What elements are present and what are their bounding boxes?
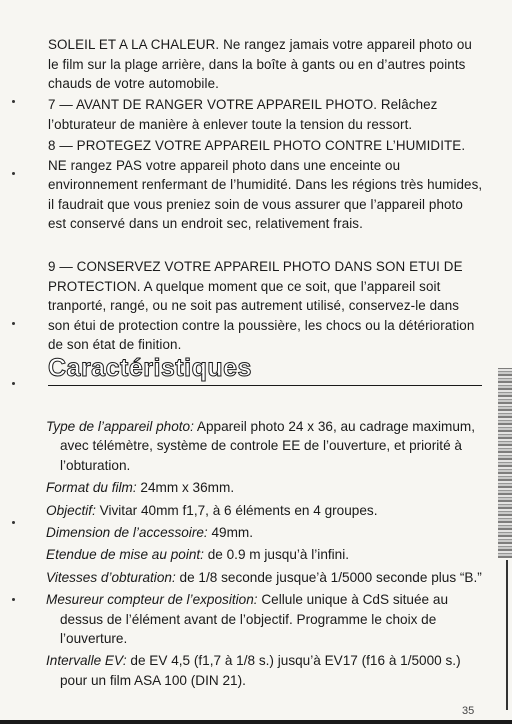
scan-edge-texture: [498, 368, 512, 558]
spec-item: [46, 651, 486, 690]
spec-label: Mesureur compteur de l’exposition:: [46, 592, 258, 608]
paragraph-soleil: [48, 35, 484, 94]
spec-label: Type de l’appareil photo:: [46, 419, 194, 434]
spec-item: [46, 590, 486, 648]
spec-label: Etendue de mise au point:: [46, 547, 204, 563]
scan-edge-line: [506, 560, 508, 710]
paragraph-humidite: [48, 136, 484, 234]
page-number: 35: [462, 705, 475, 717]
spec-value: 24mm x 36mm.: [136, 480, 235, 496]
bottom-border: [0, 720, 512, 724]
spec-item: [46, 417, 486, 475]
spec-item: [46, 545, 486, 564]
margin-mark: [12, 598, 15, 601]
spec-list: [46, 417, 486, 693]
margin-mark: [12, 382, 15, 385]
spec-item: [46, 568, 486, 587]
spec-label: Vitesses d’obturation:: [46, 569, 176, 585]
paragraph-etui: [48, 257, 484, 355]
spec-value: de 1/8 seconde jusque’à 1/5000 seconde plus “B.”: [175, 569, 482, 585]
margin-mark: [12, 322, 15, 325]
spec-value: 49mm.: [207, 525, 254, 541]
spec-item: [46, 523, 486, 542]
spec-value: Appareil photo 24 x 36, au cadrage maximum, avec télémètre, système de controle EE de l’ouverture, et priorité à l’obturation.: [60, 419, 475, 473]
spec-label: Dimension de l’accessoire:: [46, 525, 208, 541]
spec-value: Vivitar 40mm f1,7, à 6 éléments en 4 groupes.: [95, 502, 378, 518]
spec-value: de EV 4,5 (f1,7 à 1/8 s.) jusqu’à EV17 (f16 à 1/5000 s.) pour un film ASA 100 (DIN 21).: [60, 653, 461, 688]
paragraph-text: 8 — PROTEGEZ VOTRE APPAREIL PHOTO CONTRE L’HUMIDITE. NE rangez PAS votre appareil photo dans une enceinte ou environnement renfermant de l’humidité. Dans les régions très humides, il faudrait que vous preniez soin de vous assurer que l’appareil photo est conservé dans un endroit sec, relativement frais.: [48, 138, 483, 232]
paragraph-text: 9 — CONSERVEZ VOTRE APPAREIL PHOTO DANS SON ETUI DE PROTECTION. A quelque moment que ce soit, que l’appareil soit tranporté, rangé, ou ne soit pas autrement utilisé, conservez-le dans son étui de protection contre la poussière, les chocs ou la détérioration de son état de finition.: [48, 259, 475, 353]
paragraph-avant-de-ranger: [48, 95, 484, 134]
spec-label: Intervalle EV:: [46, 653, 127, 669]
margin-mark: [12, 521, 15, 524]
spec-item: [46, 478, 486, 497]
spec-item: [46, 501, 486, 520]
spec-label: Format du film:: [46, 480, 137, 496]
paragraph-text: 7 — AVANT DE RANGER VOTRE APPAREIL PHOTO. Relâchez l’obturateur de manière à enlever toute la tension du ressort.: [48, 97, 438, 132]
spec-value: de 0.9 m jusqu’à l’infini.: [203, 547, 350, 563]
paragraph-text: SOLEIL ET A LA CHALEUR. Ne rangez jamais votre appareil photo ou le film sur la plage arrière, dans la boîte à gants ou en d’autres points chauds de votre automobile.: [48, 37, 472, 92]
spec-label: Objectif:: [46, 502, 96, 518]
spec-value: Cellule unique à CdS située au dessus de l’élément avant de l’objectif. Programme le choix de l’ouverture.: [60, 592, 449, 647]
section-heading: Caractéristiques: [48, 353, 482, 386]
margin-mark: [12, 100, 15, 103]
margin-mark: [12, 172, 15, 175]
